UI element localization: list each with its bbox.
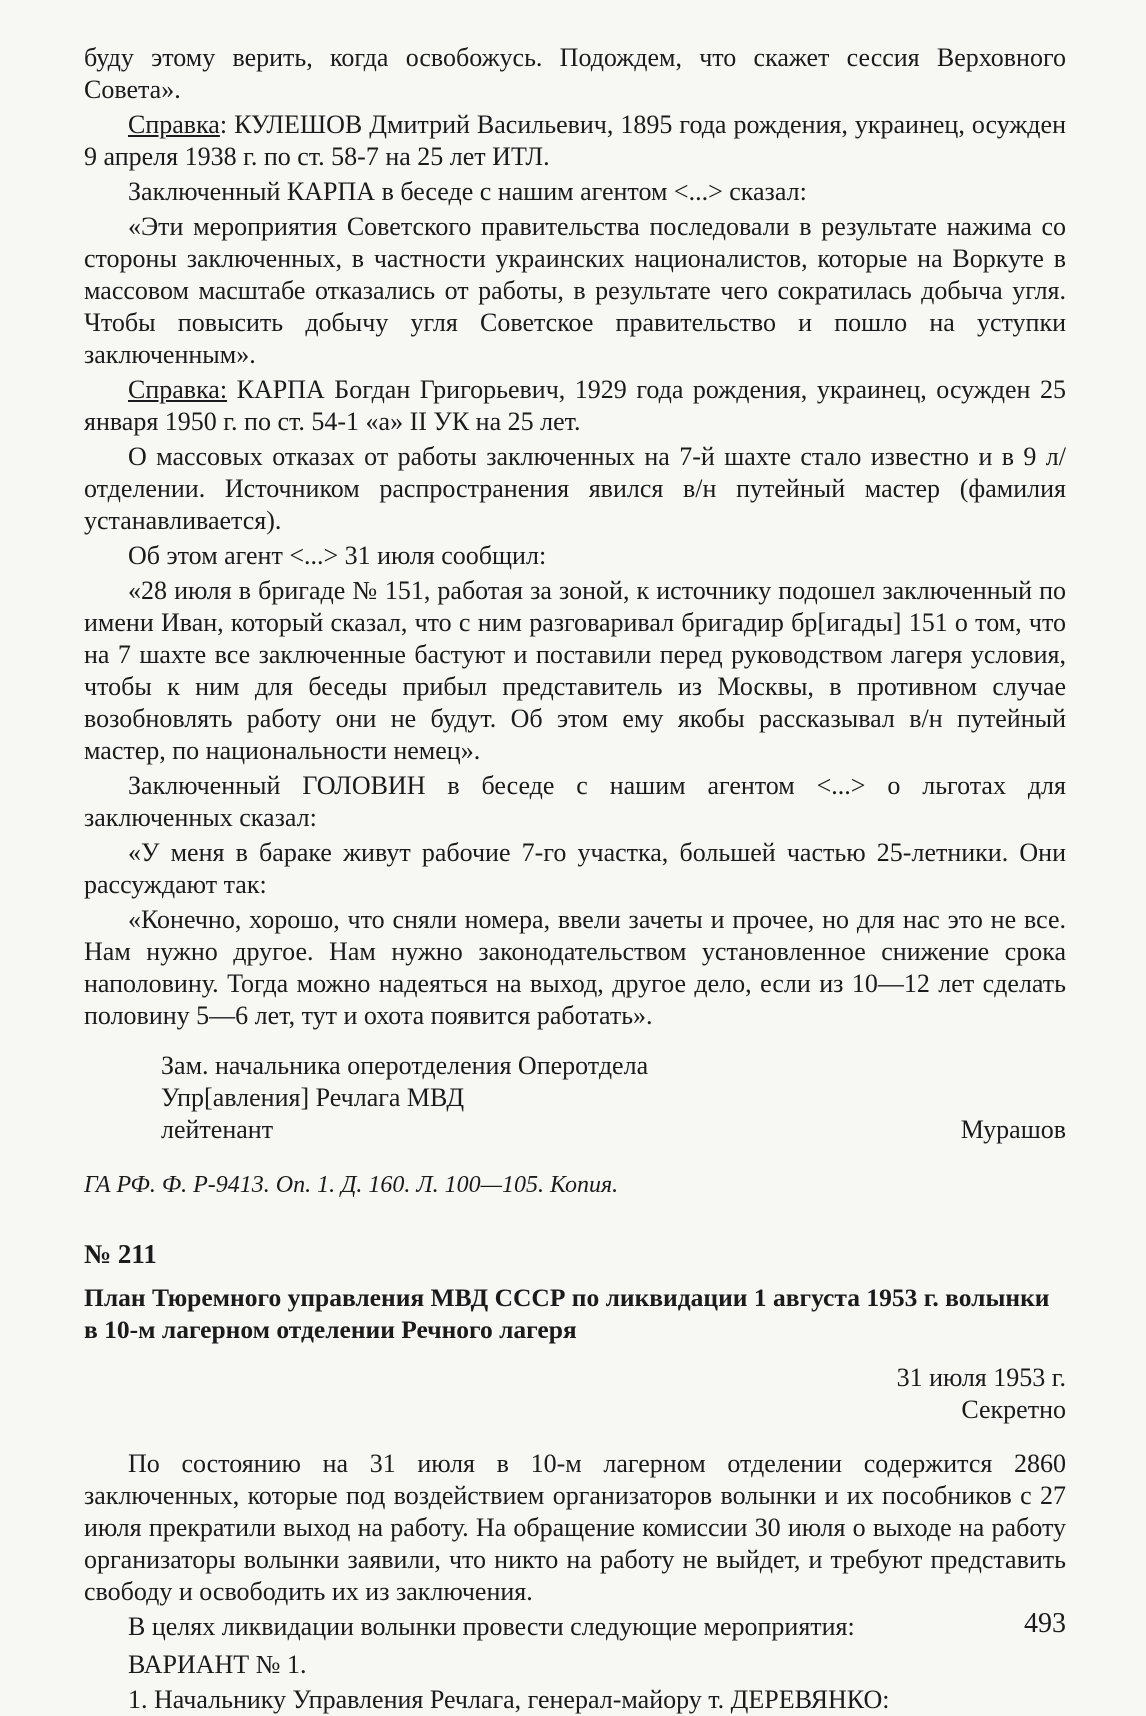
signature-line-1: Зам. начальника оперотделения Оперотдела	[161, 1051, 649, 1080]
signature-row	[84, 1114, 1066, 1146]
agent-report-quote: «28 июля в бригаде № 151, работая за зоной, к источнику подошел заключенный по имени Иван, который сказал, что с ним разговаривал бригадир бр[игады] 151 о том, что на 7 шахте все заключенные бастуют и поставили перед руководством лагеря условия, чтобы к ним для беседы прибыл представитель из Москвы, в противном случае возобновлять работу они не будут. Об этом ему якобы рассказывал в/н путейный мастер, по национальности немец».	[84, 576, 1066, 765]
agent-report-intro: Об этом агент <...> 31 июля сообщил:	[128, 541, 547, 570]
mass-refusals-paragraph: О массовых отказах от работы заключенных на 7-й шахте стало известно и в 9 л/отделении. Источником распространения явился в/н путейный мастер (фамилия устанавливается).	[84, 442, 1066, 535]
doc-paragraph: 1. Начальнику Управления Речлага, генерал-майору т. ДЕРЕВЯНКО:	[128, 1685, 890, 1714]
reference-label: Справка:	[128, 375, 228, 404]
golovin-quote-1: «У меня в бараке живут рабочие 7-го участка, большей частью 25-летники. Они рассуждают так:	[84, 838, 1066, 899]
signature-block	[84, 1050, 1066, 1146]
golovin-quote-2: «Конечно, хорошо, что сняли номера, ввели зачеты и прочее, но для нас это не все. Нам нужно другое. Нам нужно законодательством установленное снижение срока наполовину. Тогда можно надеяться на выход, другое дело, если из 10—12 лет сделать половину 5—6 лет, тут и охота появится работать».	[84, 905, 1066, 1030]
document-title: План Тюремного управления МВД СССР по ликвидации 1 августа 1953 г. волынки в 10-м лагерном отделении Речного лагеря	[84, 1283, 1050, 1344]
document-date: 31 июля 1953 г.	[896, 1363, 1066, 1392]
reference-karpa	[84, 374, 1066, 438]
doc-paragraph: В целях ликвидации волынки провести следующие мероприятия:	[128, 1612, 855, 1641]
reference-label: Справка	[128, 110, 220, 139]
signature-line-2: Упр[авления] Речлага МВД	[161, 1083, 465, 1112]
karpa-intro: Заключенный КАРПА в беседе с нашим агентом <...> сказал:	[128, 177, 807, 206]
document-number: № 211	[84, 1239, 157, 1269]
doc-paragraph: ВАРИАНТ № 1.	[128, 1650, 307, 1679]
paragraph-continuation: буду этому верить, когда освобожусь. Подождем, что скажет сессия Верховного Совета».	[84, 43, 1066, 104]
archive-source: ГА РФ. Ф. Р-9413. Оп. 1. Д. 160. Л. 100—105. Копия.	[84, 1172, 619, 1198]
doc-paragraph: По состоянию на 31 июля в 10-м лагерном отделении содержится 2860 заключенных, которые под воздействием организаторов волынки и их пособников с 27 июля прекратили выход на работу. На обращение комиссии 30 июля о выходе на работу организаторы волынки заявили, что никто на работу не выйдет, и требуют представить свободу и освободить их из заключения.	[84, 1449, 1066, 1606]
signature-rank: лейтенант	[161, 1115, 274, 1144]
reference-kuleshov	[84, 109, 1066, 173]
signature-name: Мурашов	[960, 1115, 1066, 1144]
reference-text: КАРПА Богдан Григорьевич, 1929 года рождения, украинец, осужден 25 января 1950 г. по ст. 54-1 «а» II УК на 25 лет.	[84, 375, 1066, 436]
document-classification: Секретно	[961, 1395, 1066, 1424]
page-number: 493	[1024, 1608, 1066, 1639]
reference-text: : КУЛЕШОВ Дмитрий Васильевич, 1895 года рождения, украинец, осужден 9 апреля 1938 г. по ст. 58-7 на 25 лет ИТЛ.	[84, 110, 1066, 171]
karpa-quote: «Эти мероприятия Советского правительства последовали в результате нажима со стороны заключенных, в частности украинских националистов, которые на Воркуте в массовом масштабе отказались от работы, в результате чего сократилась добыча угля. Чтобы повысить добычу угля Советское правительство и пошло на уступки заключенным».	[84, 212, 1066, 369]
golovin-intro: Заключенный ГОЛОВИН в беседе с нашим агентом <...> о льготах для заключенных сказал:	[84, 771, 1066, 832]
